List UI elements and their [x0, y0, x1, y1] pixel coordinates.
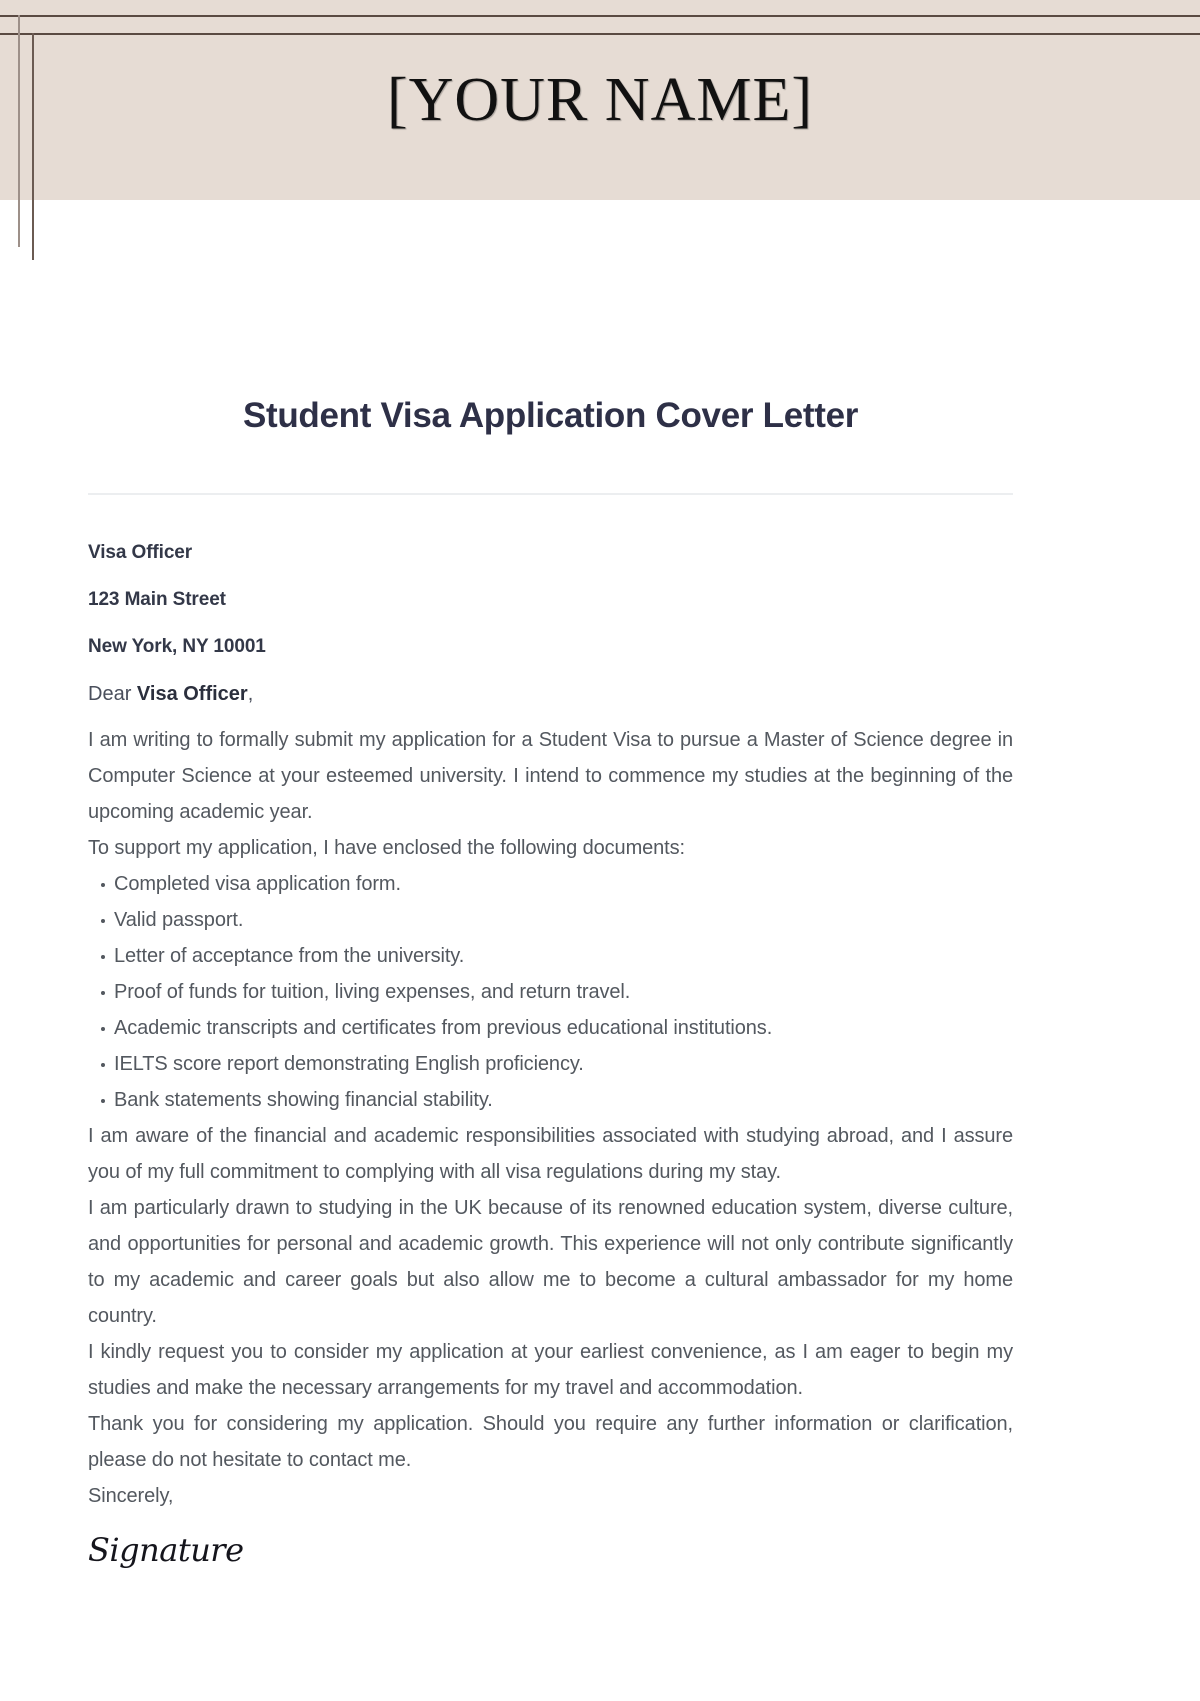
header-band [0, 0, 1200, 200]
body-paragraph-3: I am aware of the financial and academic responsibilities associated with studying abroad, and I assure you of my full commitment to complying with all visa regulations during my stay. [88, 1125, 1013, 1183]
salutation-prefix: Dear [88, 683, 137, 705]
body-paragraph-2: To support my application, I have enclosed the following documents: [88, 837, 685, 859]
header-rule-left-inner [32, 33, 34, 260]
body-paragraph-1: I am writing to formally submit my application for a Student Visa to pursue a Master of Science degree in Computer Science at your esteemed university. I intend to commence my studies at the beginning of the upcoming academic year. [88, 729, 1013, 823]
page-title: Student Visa Application Cover Letter [242, 396, 859, 435]
letter-body [88, 200, 1013, 1569]
header-rule-left-outer [18, 15, 20, 247]
signature-mark: Signature [88, 1531, 244, 1569]
body-paragraph-4: I am particularly drawn to studying in the UK because of its renowned education system, diverse culture, and opportunities for personal and academic growth. This experience will not only contribute significantly to my academic and career goals but also allow me to become a cultural ambassador for my home country. [88, 1197, 1013, 1327]
recipient-address-block [88, 543, 1013, 656]
list-item: IELTS score report demonstrating English proficiency. [88, 1046, 1013, 1082]
list-item: Bank statements showing financial stability. [88, 1082, 1013, 1118]
valediction: Sincerely, [88, 1485, 174, 1507]
salutation-suffix: , [247, 683, 254, 705]
list-item: Completed visa application form. [88, 866, 1013, 902]
recipient-line: 123 Main Street [88, 589, 226, 610]
body-paragraph-5: I kindly request you to consider my application at your earliest convenience, as I am eager to begin my studies and make the necessary arrangements for my travel and accommodation. [88, 1341, 1013, 1399]
recipient-line: New York, NY 10001 [88, 636, 266, 657]
name-placeholder: [YOUR NAME] [386, 65, 814, 134]
salutation [88, 684, 1013, 704]
salutation-recipient-name: Visa Officer [136, 683, 248, 705]
list-item: Academic transcripts and certificates from previous educational institutions. [88, 1010, 1013, 1046]
title-divider [88, 493, 1013, 495]
enclosures-list [88, 866, 1013, 1118]
list-item: Letter of acceptance from the university. [88, 938, 1013, 974]
body-paragraph-6: Thank you for considering my application. Should you require any further information or clarification, please do not hesitate to contact me. [88, 1413, 1013, 1471]
recipient-line: Visa Officer [88, 542, 193, 563]
list-item: Proof of funds for tuition, living expenses, and return travel. [88, 974, 1013, 1010]
list-item: Valid passport. [88, 902, 1013, 938]
